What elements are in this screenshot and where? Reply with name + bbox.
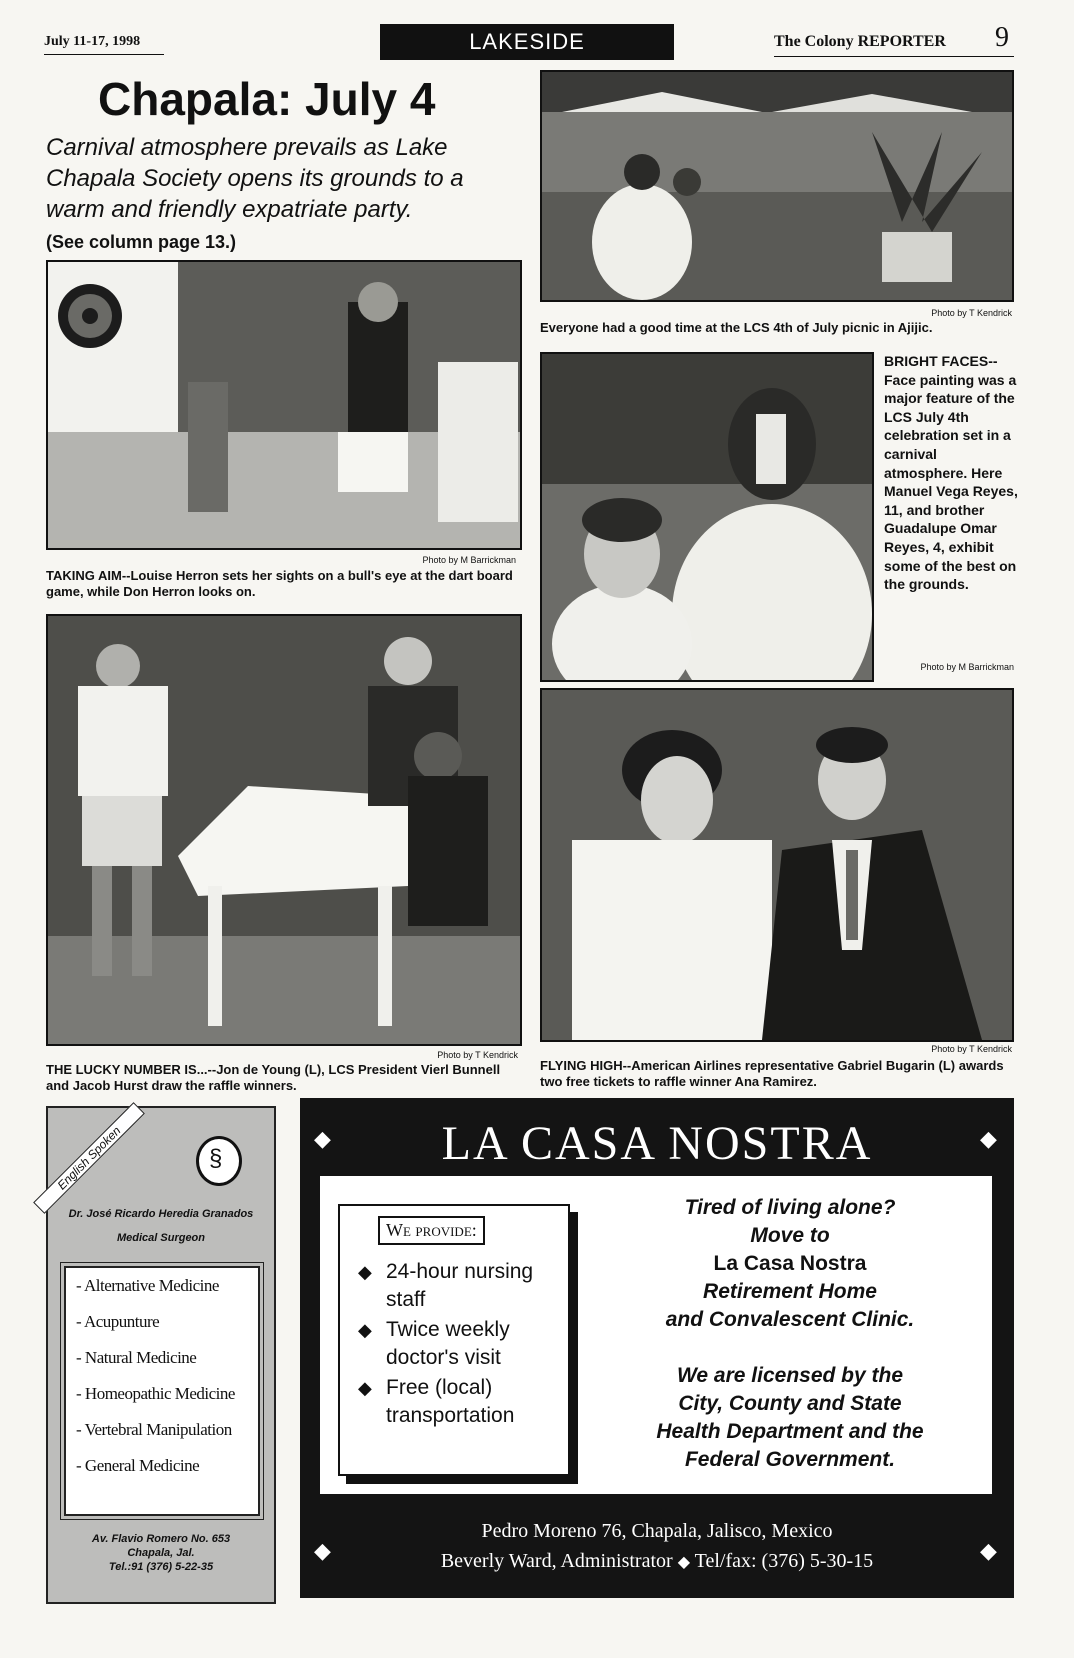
diamond-icon: ◆ — [677, 1554, 690, 1571]
pitch-line: Move to — [750, 1224, 830, 1247]
services-list — [64, 1266, 260, 1516]
photo-picnic — [540, 70, 1014, 302]
photo-dartboard — [46, 260, 522, 550]
divider — [44, 54, 164, 55]
photo-caption: THE LUCKY NUMBER IS...--Jon de Young (L), LCS President Vierl Bunnell and Jacob Hurst draw the raffle winners. — [46, 1062, 501, 1093]
address-line: Chapala, Jal. — [127, 1547, 195, 1559]
photo-credit: Photo by T Kendrick — [437, 1050, 518, 1060]
pitch-text — [610, 1194, 970, 1474]
pitch-line: La Casa Nostra — [713, 1252, 867, 1275]
pitch-line: and Convalescent Clinic. — [665, 1308, 915, 1331]
caduceus-icon — [196, 1136, 242, 1186]
license-line: We are licensed by the — [676, 1364, 904, 1387]
ad-title: LA CASA NOSTRA — [441, 1117, 873, 1170]
list-item: ◆ Free (local) transportation — [354, 1374, 564, 1430]
page-number: 9 — [995, 22, 1009, 53]
ad-footer — [300, 1516, 1014, 1578]
photo-credit: Photo by M Barrickman — [920, 662, 1014, 672]
ad-phone: Tel/fax: (376) 5-30-15 — [694, 1550, 874, 1572]
photo-face-paint — [540, 352, 874, 682]
ad-casa-nostra — [300, 1098, 1014, 1598]
list-item: - Vertebral Manipulation — [76, 1420, 232, 1439]
photo-flying-high — [540, 688, 1014, 1042]
diamond-icon: ◆ — [314, 1126, 331, 1151]
license-line: Federal Government. — [684, 1448, 896, 1471]
list-item: - Alternative Medicine — [76, 1276, 219, 1295]
list-item: - Acupunture — [76, 1312, 160, 1331]
list-item: - Natural Medicine — [76, 1348, 197, 1367]
photo-raffle — [46, 614, 522, 1046]
diamond-icon: ◆ — [980, 1126, 997, 1151]
ad-administrator: Beverly Ward, Administrator — [440, 1550, 673, 1572]
diamond-icon: ◆ — [980, 1538, 997, 1563]
photo-credit: Photo by T Kendrick — [931, 308, 1012, 318]
list-item: ◆ Twice weekly doctor's visit — [354, 1316, 564, 1372]
deck: Carnival atmosphere prevails as Lake Chapala Society opens its grounds to a warm and friendly expatriate party. — [46, 134, 464, 223]
license-line: Health Department and the — [656, 1420, 924, 1443]
services-box — [338, 1204, 570, 1476]
paper-name: The Colony REPORTER — [774, 33, 946, 50]
doctor-title: Medical Surgeon — [116, 1232, 206, 1244]
see-column: (See column page 13.) — [46, 232, 237, 252]
ad-doctor — [46, 1106, 276, 1604]
photo-credit: Photo by T Kendrick — [931, 1044, 1012, 1054]
phone-line: Tel.:91 (376) 5-22-35 — [108, 1561, 214, 1573]
divider — [774, 56, 1014, 57]
issue-date: July 11-17, 1998 — [44, 34, 141, 49]
photo-caption: BRIGHT FACES--Face painting was a major feature of the LCS July 4th celebration set in a carnival atmosphere. Here Manuel Vega Reyes, 11, and brother Guadalupe Omar Reyes, 4, exhibit some of the best on the grounds. — [884, 353, 1018, 593]
diamond-icon: ◆ — [314, 1538, 331, 1563]
photo-caption: FLYING HIGH--American Airlines representative Gabriel Bugarin (L) awards two free tickets to raffle winner Ana Ramirez. — [540, 1058, 1004, 1089]
ad-address: Pedro Moreno 76, Chapala, Jalisco, Mexico — [481, 1520, 833, 1542]
list-item: ◆ 24-hour nursing staff — [354, 1258, 564, 1314]
ad-body — [320, 1176, 992, 1494]
headline: Chapala: July 4 — [98, 73, 436, 125]
english-spoken-banner: English Spoken — [33, 1102, 145, 1214]
address-line: Av. Flavio Romero No. 653 — [91, 1533, 231, 1545]
list-item: - Homeopathic Medicine — [76, 1384, 235, 1403]
photo-caption: TAKING AIM--Louise Herron sets her sights on a bull's eye at the dart board game, while Don Herron looks on. — [46, 568, 513, 599]
pitch-line: Retirement Home — [703, 1280, 877, 1303]
section-title: LAKESIDE — [380, 24, 674, 60]
we-provide-label: We provide: — [378, 1216, 485, 1245]
photo-caption: Everyone had a good time at the LCS 4th of July picnic in Ajijic. — [540, 320, 933, 335]
list-item: - General Medicine — [76, 1456, 200, 1475]
pitch-line: Tired of living alone? — [684, 1196, 896, 1219]
license-line: City, County and State — [678, 1392, 902, 1415]
photo-credit: Photo by M Barrickman — [422, 555, 516, 565]
doctor-address — [58, 1532, 264, 1574]
doctor-name: Dr. José Ricardo Heredia Granados — [68, 1208, 254, 1220]
